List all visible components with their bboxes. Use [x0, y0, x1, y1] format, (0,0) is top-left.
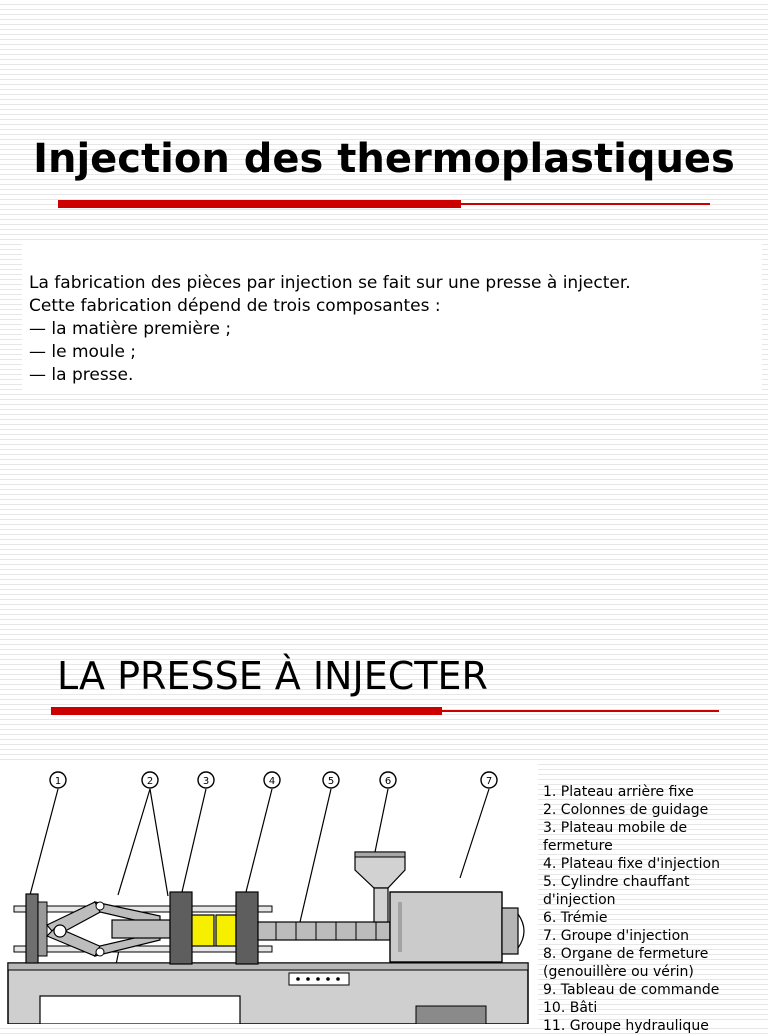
legend-item: 3. Plateau mobile de: [543, 820, 688, 836]
callout-label: 2: [146, 776, 154, 787]
section-title-underline: [51, 710, 719, 712]
legend-item: 9. Tableau de commande: [543, 982, 720, 998]
legend-item: 10. Bâti: [543, 1000, 598, 1016]
callout-label: 5: [327, 776, 335, 787]
section-title: LA PRESSE À INJECTER: [57, 654, 488, 698]
legend-item: 11. Groupe hydraulique: [543, 1018, 709, 1034]
title-underline: [58, 203, 710, 205]
callout-label: 4: [268, 776, 276, 787]
legend-item: d'injection: [543, 892, 616, 908]
callout-label: 6: [384, 776, 392, 787]
callout-label: 3: [202, 776, 210, 787]
intro-line: — la presse.: [29, 365, 134, 385]
intro-text-box: [22, 244, 762, 392]
legend-item: 5. Cylindre chauffant: [543, 874, 690, 890]
component-legend: [543, 783, 765, 1035]
callout-label: 7: [485, 776, 493, 787]
legend-item: 6. Trémie: [543, 910, 608, 926]
legend-item: fermeture: [543, 838, 613, 854]
legend-item: 8. Organe de fermeture: [543, 946, 709, 962]
intro-line: — la matière première ;: [29, 319, 232, 339]
intro-line: La fabrication des pièces par injection se fait sur une presse à injecter.: [29, 273, 631, 293]
callout-label: 1: [54, 776, 62, 787]
legend-item: (genouillère ou vérin): [543, 964, 694, 980]
legend-item: 7. Groupe d'injection: [543, 928, 690, 944]
legend-item: 4. Plateau fixe d'injection: [543, 856, 720, 872]
legend-item: 2. Colonnes de guidage: [543, 802, 709, 818]
legend-item: 1. Plateau arrière fixe: [543, 784, 694, 800]
intro-line: Cette fabrication dépend de trois composantes :: [29, 296, 441, 316]
slide-title: Injection des thermoplastiques: [33, 136, 735, 182]
injection-press-diagram: [0, 760, 538, 1024]
intro-line: — le moule ;: [29, 342, 137, 362]
